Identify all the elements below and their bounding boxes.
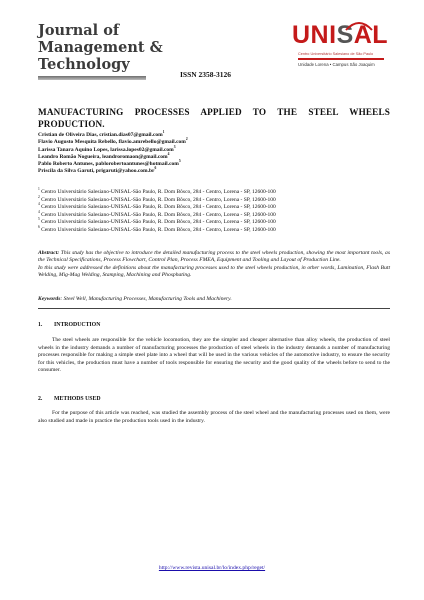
section-heading-introduction: 1. INTRODUCTION [38,322,101,328]
unisal-logo [292,22,388,78]
journal-name-line2: Management & [38,39,163,56]
affiliation-item: $^1$ Centro Universitário Salesiano-UNISAL-São Paulo, R. Dom Bôsco, 284 - Centro, Lorena - SP, 12600-100 [38,187,276,195]
issn: ISSN 2358-3126 [180,70,232,79]
author-item: Flavio Augusto Mesquita Rebello, flavio.amrebello@gmail.com$^2$ [38,137,188,146]
author-list [38,132,390,176]
affiliation-list [38,189,390,235]
journal-logo-rule [38,76,146,80]
section-body-methods: For the purpose of this article was reached, was studied the assembly process of the steel wheel and the manufacturing processes used on them, were also studied and made in practice the production tools used in the industry. [38,410,390,424]
section-heading-methods: 2. METHODS USED [38,396,101,402]
section-divider [38,308,390,309]
journal-logo [38,22,163,73]
abstract-text-2: In this study were addressed the definitions about the manufacturing processes used to the steel wheels production, in other words, Lamination, Flash Butt Welding, Mig-Mag Welding, Stamping, Machining and Phosphating. [38,264,390,279]
paper-title: MANUFACTURING PROCESSES APPLIED TO THE STEEL WHEELS PRODUCTION. [38,107,390,129]
section-body-introduction: The steel wheels are responsible for the vehicle locomotion, they are the simpler and cheaper alternative than alloy wheels, the production of steel wheels in the industry demands a number of manufacturing processes the production of steel wheels in the industry demands a number of manufacturing processes responsible for making a simple steel plate into a wheel that will be used in the various vehicles of the automotive industry, to ensure the security for this vehicles, the production must have a number of tools responsible for ensuring the security and the good quality of the wheels before to send to the consumer. [38,337,390,374]
journal-name-line1: Journal of [38,22,120,39]
affiliation-item: $^4$ Centro Universitário Salesiano-UNISAL-São Paulo, R. Dom Bôsco, 284 - Centro, Lorena - SP, 12600-100 [38,209,276,218]
abstract-label: Abstract: [38,250,60,256]
author-item: Larissa Tanara Aquino Lopes, larissa.lopes02@gmail.com$^3$ [38,144,176,153]
abstract-text: This study has the objective to introduce the detailed manufacturing process to the steel wheels production, showing the most important tools, as the Technical Specifications, Process Flowchart, Control Plan, Process FMEA, Equipment and Tooling and Layout of Production Line. [38,250,390,264]
affiliation-item: $^2$ Centro Universitário Salesiano-UNISAL-São Paulo, R. Dom Bôsco, 284 - Centro, Lorena - SP, 12600-100 [38,194,276,203]
unisal-arc-icon [344,20,374,32]
abstract [38,250,390,280]
keywords [38,296,390,303]
author-item: Leandro Romão Nogueira, leandroromaon@gmail.com$^4$ [38,152,170,160]
unisal-campus: Unidade Lorena • Campus São Joaquim [298,62,375,67]
author-item: Cristian de Oliveira Dias, cristian.dias07@gmail.com$^1$ [38,130,165,138]
journal-name-line3: Technology [38,56,130,73]
author-item: Pablo Roberto Antunes, pablorobertoantunes@hotmail.com$^5$ [38,159,181,168]
affiliation-item: $^6$ Centro Universitário Salesiano-UNISAL-São Paulo, R. Dom Bôsco, 284 - Centro, Lorena - SP, 12600-100 [38,225,276,233]
affiliation-item: $^4$ Centro Universitário Salesiano-UNISAL-São Paulo, R. Dom Bôsco, 284 - Centro, Lorena - SP, 12600-100 [38,202,276,211]
author-item: Priscila da Silva Garuti, $prigaruti@yahoo.com.br^6$ [38,166,157,175]
unisal-divider [298,58,384,60]
keywords-text: : Steel Well, Manufacturing Processes, Manufacturing Tools and Machinery. [60,296,232,302]
affiliation-item: $^5$ Centro Universitário Salesiano-UNISAL-São Paulo, R. Dom Bôsco, 284 - Centro, Lorena - SP, 12600-100 [38,217,276,226]
unisal-wordmark: UNISAL [292,21,389,49]
unisal-subtitle: Centro Universitário Salesiano de São Paulo [298,52,374,56]
keywords-label: Keywords [38,296,61,302]
journal-url-link[interactable]: http://www.revista.unisal.br/lo/index.php/reget/ [158,565,266,571]
